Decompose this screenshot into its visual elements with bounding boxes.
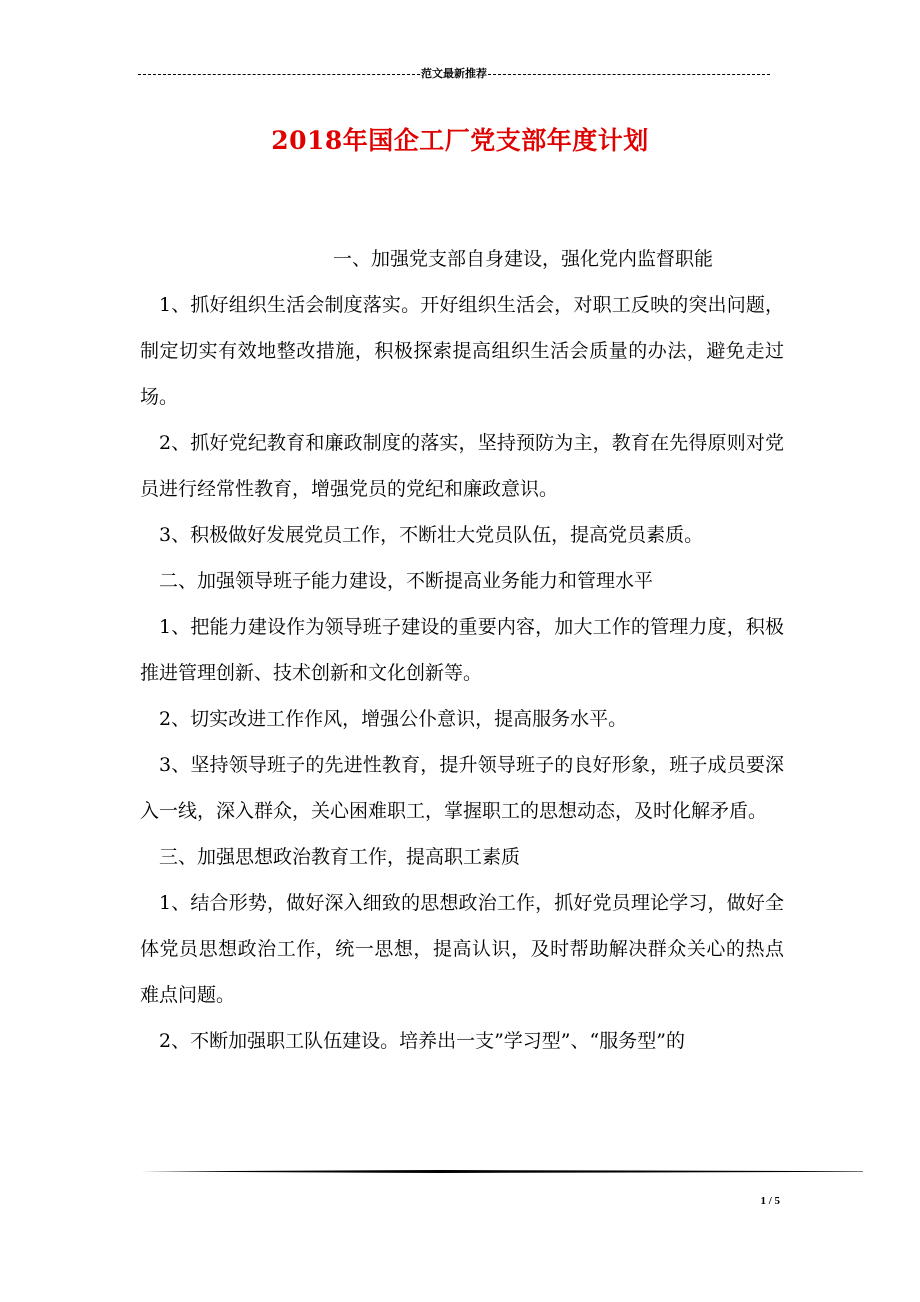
body-paragraph: 3、积极做好发展党员工作，不断壮大党员队伍，提高党员素质。 — [159, 524, 704, 546]
page-header — [138, 66, 770, 82]
body-paragraph: 1、抓好组织生活会制度落实。开好组织生活会，对职工反映的突出问题，制定切实有效地整改措施，积极探索提高组织生活会质量的办法，避免走过场。 — [140, 294, 784, 408]
body-paragraph: 1、把能力建设作为领导班子建设的重要内容，加大工作的管理力度，积极推进管理创新、技术创新和文化创新等。 — [140, 616, 784, 684]
header-dashes-right — [488, 74, 770, 75]
document-body — [140, 236, 784, 1064]
document-title: 2018年国企工厂党支部年度计划 — [271, 126, 649, 155]
header-label: 范文最新推荐 — [421, 67, 487, 80]
body-paragraph: 2、切实改进工作作风，增强公仆意识，提高服务水平。 — [159, 708, 628, 730]
body-paragraph: 3、坚持领导班子的先进性教育，提升领导班子的良好形象，班子成员要深入一线，深入群众，关心困难职工，掌握职工的思想动态，及时化解矛盾。 — [140, 754, 784, 822]
footer-rule — [140, 1170, 863, 1173]
body-paragraph: 1、结合形势，做好深入细致的思想政治工作，抓好党员理论学习，做好全体党员思想政治工作，统一思想，提高认识，及时帮助解决群众关心的热点难点问题。 — [140, 892, 784, 1006]
page-number: 1 / 5 — [760, 1195, 780, 1207]
header-dashes-left — [138, 74, 420, 75]
section-heading: 三、加强思想政治教育工作，提高职工素质 — [159, 846, 521, 868]
body-paragraph: 2、抓好党纪教育和廉政制度的落实，坚持预防为主，教育在先得原则对党员进行经常性教育，增强党员的党纪和廉政意识。 — [140, 432, 784, 500]
section-heading: 一、加强党支部自身建设，强化党内监督职能 — [333, 248, 714, 270]
body-paragraph: 2、不断加强职工队伍建设。培养出一支”学习型”、“服务型”的 — [159, 1030, 685, 1052]
section-heading: 二、加强领导班子能力建设，不断提高业务能力和管理水平 — [159, 570, 654, 592]
